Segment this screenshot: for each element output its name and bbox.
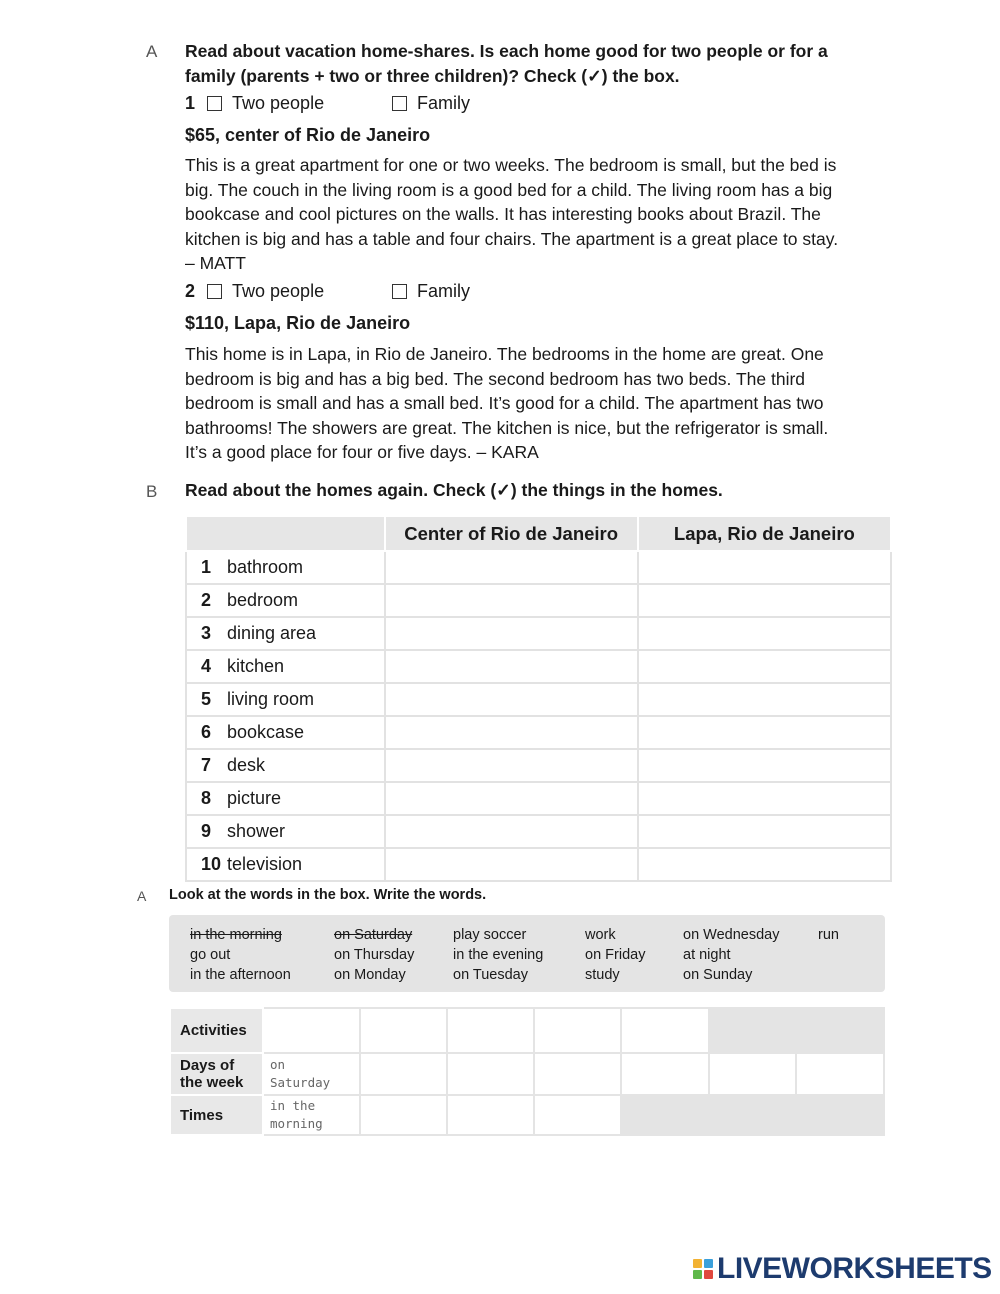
word-column — [683, 925, 779, 985]
section-a-instruction — [185, 39, 905, 89]
home-1-options — [185, 93, 470, 114]
home-number: 2 — [185, 281, 196, 301]
logo-tile — [704, 1259, 713, 1268]
row-label — [186, 749, 385, 782]
section-b-letter: B — [146, 482, 158, 501]
word: on Monday — [334, 967, 406, 983]
row-number: 5 — [201, 689, 212, 709]
family-checkbox[interactable] — [392, 284, 407, 299]
word: on Thursday — [334, 947, 415, 963]
row-number: 4 — [201, 656, 212, 676]
section-b-instruction: Read about the homes again. Check (✓) the things in the homes. — [185, 480, 723, 500]
check-cell[interactable] — [638, 815, 891, 848]
two-people-checkbox[interactable] — [207, 284, 222, 299]
word-column — [453, 925, 543, 985]
review-line: bookcase and cool pictures on the walls. It has interesting books about Brazil. The — [185, 204, 821, 225]
times-row — [170, 1095, 884, 1135]
row-item: kitchen — [227, 656, 285, 676]
answer-cell[interactable] — [447, 1008, 535, 1053]
two-people-label: Two people — [232, 281, 325, 301]
row-label — [186, 848, 385, 881]
row-number: 6 — [201, 722, 212, 742]
example-answer — [263, 1053, 360, 1095]
table-row — [186, 782, 891, 815]
check-cell[interactable] — [638, 617, 891, 650]
row-label — [186, 683, 385, 716]
table-row — [186, 749, 891, 782]
word-column — [585, 925, 645, 985]
answer-cell[interactable] — [534, 1053, 621, 1095]
row-item: bathroom — [227, 557, 304, 577]
unused-cell — [621, 1095, 884, 1135]
answer-cell[interactable] — [709, 1053, 797, 1095]
table-row — [186, 584, 891, 617]
review-line: It’s a good place for four or five days. – KARA — [185, 442, 539, 463]
answer-cell[interactable] — [534, 1008, 621, 1053]
word: at night — [683, 947, 731, 963]
example-line: in the — [269, 1098, 316, 1113]
row-label — [186, 716, 385, 749]
logo-tile — [704, 1270, 713, 1279]
word: play soccer — [453, 927, 527, 943]
answer-cell[interactable] — [360, 1008, 447, 1053]
liveworksheets-logo — [693, 1252, 992, 1286]
word: go out — [190, 947, 231, 963]
review-line: kitchen is big and has a table and four chairs. The apartment is a great place to stay. — [185, 228, 839, 249]
check-cell[interactable] — [385, 716, 638, 749]
home-2-heading: $110, Lapa, Rio de Janeiro — [185, 313, 411, 333]
row-number: 9 — [201, 821, 212, 841]
row-item: picture — [227, 788, 282, 808]
example-answer — [263, 1095, 360, 1135]
row-label — [186, 815, 385, 848]
example-line: morning — [269, 1116, 323, 1131]
review-line: This is a great apartment for one or two weeks. The bedroom is small, but the bed is — [185, 155, 837, 175]
answer-cell[interactable] — [263, 1008, 360, 1053]
table-row — [186, 848, 891, 881]
section-a-letter: A — [146, 42, 158, 61]
row-label — [186, 584, 385, 617]
answer-cell[interactable] — [360, 1095, 447, 1135]
example-line: Saturday — [269, 1075, 331, 1090]
review-line: This home is in Lapa, in Rio de Janeiro. The bedrooms in the home are great. One — [185, 344, 824, 364]
check-cell[interactable] — [385, 683, 638, 716]
row-number: 1 — [201, 557, 212, 577]
family-label: Family — [417, 93, 471, 113]
instruction-line-2: family (parents + two or three children)? Check (✓) the box. — [185, 66, 680, 86]
row-item: bookcase — [227, 722, 305, 742]
check-cell[interactable] — [638, 683, 891, 716]
word: in the evening — [453, 947, 544, 963]
row-number: 2 — [201, 590, 212, 610]
word: on Tuesday — [453, 967, 528, 983]
family-label: Family — [417, 281, 471, 301]
col-header-center-rio: Center of Rio de Janeiro — [385, 516, 638, 551]
check-cell[interactable] — [385, 848, 638, 881]
section-c-instruction: Look at the words in the box. Write the words. — [169, 887, 487, 903]
words-table — [169, 1007, 885, 1136]
word: on Wednesday — [683, 927, 780, 943]
word: in the afternoon — [190, 967, 291, 983]
answer-cell[interactable] — [447, 1095, 535, 1135]
check-cell[interactable] — [385, 551, 638, 584]
row-number: 3 — [201, 623, 212, 643]
row-label — [186, 551, 385, 584]
row-item: bedroom — [227, 590, 299, 610]
home-1-heading: $65, center of Rio de Janeiro — [185, 125, 431, 145]
word: work — [585, 927, 616, 943]
row-header: Activities — [170, 1008, 263, 1053]
row-item: television — [227, 854, 303, 874]
homes-checklist-table — [185, 515, 892, 882]
family-checkbox[interactable] — [392, 96, 407, 111]
logo-tile — [693, 1259, 702, 1268]
activities-row — [170, 1008, 884, 1053]
table-row — [186, 551, 891, 584]
row-item: shower — [227, 821, 286, 841]
col-header-lapa: Lapa, Rio de Janeiro — [638, 516, 891, 551]
logo-grid-icon — [693, 1259, 713, 1279]
logo-text: LIVEWORKSHEETS — [717, 1252, 992, 1285]
check-cell[interactable] — [638, 551, 891, 584]
check-cell[interactable] — [638, 749, 891, 782]
header-line: the week — [180, 1074, 244, 1091]
table-header-row — [186, 516, 891, 551]
review-line: bedroom is small and has a small bed. It’s good for a child. The apartment has two — [185, 393, 824, 414]
check-cell[interactable] — [385, 584, 638, 617]
unused-cell — [709, 1008, 884, 1053]
table-row — [186, 617, 891, 650]
check-cell[interactable] — [638, 782, 891, 815]
row-number: 10 — [201, 854, 222, 874]
answer-cell[interactable] — [534, 1095, 621, 1135]
answer-cell[interactable] — [621, 1008, 709, 1053]
check-cell[interactable] — [385, 782, 638, 815]
row-number: 8 — [201, 788, 212, 808]
two-people-checkbox[interactable] — [207, 96, 222, 111]
word-column — [190, 925, 291, 985]
table-row — [186, 815, 891, 848]
answer-cell[interactable] — [621, 1053, 709, 1095]
row-header — [170, 1053, 263, 1095]
row-number: 7 — [201, 755, 212, 775]
review-line: bathrooms! The showers are great. The kitchen is nice, but the refrigerator is small. — [185, 417, 829, 438]
two-people-label: Two people — [232, 93, 325, 113]
check-cell[interactable] — [385, 749, 638, 782]
row-label — [186, 617, 385, 650]
home-2-review — [185, 342, 905, 465]
section-c-letter: A — [137, 888, 147, 904]
home-2-options — [185, 281, 470, 302]
check-cell[interactable] — [638, 716, 891, 749]
table-row — [186, 650, 891, 683]
check-cell[interactable] — [638, 848, 891, 881]
row-item: living room — [227, 689, 315, 709]
home-1-review — [185, 153, 905, 276]
check-cell[interactable] — [385, 617, 638, 650]
check-cell[interactable] — [385, 650, 638, 683]
row-label — [186, 782, 385, 815]
review-line: bedroom is big and has a big bed. The second bedroom has two beds. The third — [185, 368, 806, 389]
word: on Friday — [585, 947, 646, 963]
days-row — [170, 1053, 884, 1095]
instruction-line-1: Read about vacation home-shares. Is each home good for two people or for a — [185, 41, 828, 61]
table-row — [186, 716, 891, 749]
row-label — [186, 650, 385, 683]
review-line: – MATT — [185, 253, 246, 274]
word-column — [818, 925, 839, 945]
row-item: desk — [227, 755, 266, 775]
word-column — [334, 925, 414, 985]
row-header: Times — [170, 1095, 263, 1135]
check-cell[interactable] — [638, 650, 891, 683]
example-line: on — [269, 1057, 285, 1072]
home-number: 1 — [185, 93, 196, 113]
answer-cell[interactable] — [796, 1053, 884, 1095]
header-line: Days of — [180, 1057, 235, 1074]
answer-cell[interactable] — [360, 1053, 447, 1095]
word: on Sunday — [683, 967, 753, 983]
logo-tile — [693, 1270, 702, 1279]
row-item: dining area — [227, 623, 317, 643]
check-cell[interactable] — [385, 815, 638, 848]
table-corner — [186, 516, 385, 551]
used-word: on Saturday — [334, 927, 413, 943]
answer-cell[interactable] — [447, 1053, 535, 1095]
used-word: in the morning — [190, 927, 282, 943]
word-box — [169, 915, 885, 992]
word: run — [818, 927, 839, 943]
table-row — [186, 683, 891, 716]
check-cell[interactable] — [638, 584, 891, 617]
review-line: big. The couch in the living room is a good bed for a child. The living room has a big — [185, 179, 833, 200]
word: study — [585, 967, 620, 983]
